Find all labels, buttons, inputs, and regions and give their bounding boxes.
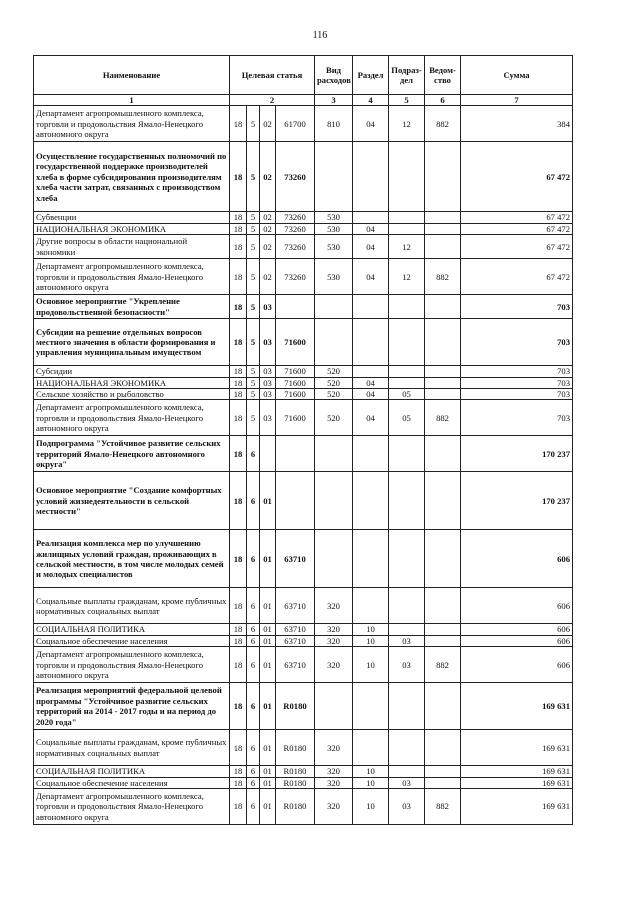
amount: 606	[461, 647, 573, 683]
target-code-1: 18	[230, 530, 247, 588]
vedomstvo-code: 882	[425, 106, 461, 142]
vedomstvo-code	[425, 319, 461, 366]
target-code-1: 18	[230, 777, 247, 788]
vid-code: 520	[315, 400, 353, 436]
razdel-code: 04	[353, 223, 389, 234]
vedomstvo-code: 882	[425, 400, 461, 436]
podrazdel-code	[389, 588, 425, 624]
vid-code	[315, 319, 353, 366]
target-code-1: 18	[230, 647, 247, 683]
target-code-3: 03	[260, 319, 276, 366]
target-code-1: 18	[230, 235, 247, 259]
amount: 169 631	[461, 730, 573, 766]
vedomstvo-code	[425, 389, 461, 400]
vid-code: 520	[315, 366, 353, 377]
vid-code: 320	[315, 766, 353, 777]
amount: 384	[461, 106, 573, 142]
column-number: 6	[425, 95, 461, 106]
target-code-4: 73260	[276, 259, 315, 295]
target-code-4: 63710	[276, 647, 315, 683]
target-code-2: 5	[247, 295, 260, 319]
target-code-3: 02	[260, 212, 276, 223]
amount: 67 472	[461, 142, 573, 212]
target-code-2: 6	[247, 777, 260, 788]
amount: 169 631	[461, 777, 573, 788]
amount: 606	[461, 588, 573, 624]
target-code-1: 18	[230, 106, 247, 142]
target-code-4: R0180	[276, 777, 315, 788]
target-code-2: 6	[247, 530, 260, 588]
amount: 703	[461, 295, 573, 319]
row-name: Реализация комплекса мер по улучшению жилищных условий граждан, проживающих в сельской местности, в том числе молодых семей и молодых специалистов	[34, 530, 230, 588]
table-row	[34, 319, 573, 366]
podrazdel-code: 03	[389, 789, 425, 825]
podrazdel-code	[389, 223, 425, 234]
razdel-code: 04	[353, 389, 389, 400]
header-summa: Сумма	[461, 56, 573, 95]
vedomstvo-code	[425, 777, 461, 788]
table-row	[34, 235, 573, 259]
column-number: 1	[34, 95, 230, 106]
podrazdel-code	[389, 624, 425, 635]
target-code-3: 01	[260, 683, 276, 730]
target-code-2: 5	[247, 235, 260, 259]
target-code-3: 03	[260, 366, 276, 377]
header-vedomstvo: Ведом-ство	[425, 56, 461, 95]
razdel-code	[353, 683, 389, 730]
vedomstvo-code	[425, 142, 461, 212]
target-code-2: 6	[247, 472, 260, 530]
vedomstvo-code	[425, 530, 461, 588]
table-row	[34, 436, 573, 472]
target-code-2: 5	[247, 366, 260, 377]
vedomstvo-code: 882	[425, 259, 461, 295]
amount: 606	[461, 530, 573, 588]
vid-code: 530	[315, 212, 353, 223]
target-code-1: 18	[230, 730, 247, 766]
vedomstvo-code: 882	[425, 647, 461, 683]
target-code-3: 01	[260, 588, 276, 624]
target-code-3: 01	[260, 647, 276, 683]
target-code-1: 18	[230, 319, 247, 366]
amount: 67 472	[461, 259, 573, 295]
amount: 67 472	[461, 223, 573, 234]
podrazdel-code	[389, 436, 425, 472]
target-code-4	[276, 472, 315, 530]
vid-code	[315, 436, 353, 472]
vid-code: 320	[315, 624, 353, 635]
target-code-4: 73260	[276, 142, 315, 212]
row-name: СОЦИАЛЬНАЯ ПОЛИТИКА	[34, 624, 230, 635]
table-row	[34, 400, 573, 436]
target-code-1: 18	[230, 635, 247, 646]
target-code-3: 03	[260, 377, 276, 388]
row-name: Департамент агропромышленного комплекса, торговли и продовольствия Ямало-Ненецкого автономного округа	[34, 259, 230, 295]
podrazdel-code	[389, 472, 425, 530]
razdel-code	[353, 319, 389, 366]
target-code-2: 6	[247, 647, 260, 683]
podrazdel-code	[389, 142, 425, 212]
vid-code: 520	[315, 377, 353, 388]
vedomstvo-code	[425, 212, 461, 223]
table-row	[34, 635, 573, 646]
vid-code	[315, 530, 353, 588]
vid-code: 320	[315, 789, 353, 825]
vid-code	[315, 683, 353, 730]
column-number: 5	[389, 95, 425, 106]
target-code-1: 18	[230, 366, 247, 377]
vid-code: 320	[315, 588, 353, 624]
target-code-4: 63710	[276, 635, 315, 646]
vid-code: 810	[315, 106, 353, 142]
target-code-3: 02	[260, 223, 276, 234]
target-code-4: 63710	[276, 588, 315, 624]
table-body	[34, 106, 573, 825]
target-code-4: 73260	[276, 235, 315, 259]
table-row	[34, 377, 573, 388]
table-row	[34, 472, 573, 530]
target-code-2: 5	[247, 377, 260, 388]
vid-code: 520	[315, 389, 353, 400]
target-code-4: R0180	[276, 683, 315, 730]
target-code-2: 6	[247, 588, 260, 624]
podrazdel-code: 03	[389, 647, 425, 683]
table-row	[34, 777, 573, 788]
table-row	[34, 730, 573, 766]
target-code-2: 6	[247, 766, 260, 777]
razdel-code: 04	[353, 377, 389, 388]
target-code-2: 5	[247, 142, 260, 212]
target-code-2: 6	[247, 436, 260, 472]
target-code-3: 01	[260, 624, 276, 635]
row-name: Социальные выплаты гражданам, кроме публичных нормативных социальных выплат	[34, 588, 230, 624]
target-code-3: 02	[260, 259, 276, 295]
vedomstvo-code	[425, 436, 461, 472]
vedomstvo-code	[425, 624, 461, 635]
target-code-4: 71600	[276, 389, 315, 400]
table-row	[34, 212, 573, 223]
target-code-4	[276, 436, 315, 472]
header-podrazdel: Подраз-дел	[389, 56, 425, 95]
header-name: Наименование	[34, 56, 230, 95]
row-name: Подпрограмма "Устойчивое развитие сельских территорий Ямало-Ненецкого автономного округа"	[34, 436, 230, 472]
row-name: Социальные выплаты гражданам, кроме публичных нормативных социальных выплат	[34, 730, 230, 766]
row-name: Другие вопросы в области национальной экономики	[34, 235, 230, 259]
column-number: 4	[353, 95, 389, 106]
row-name: Департамент агропромышленного комплекса, торговли и продовольствия Ямало-Ненецкого автономного округа	[34, 647, 230, 683]
column-number: 3	[315, 95, 353, 106]
vedomstvo-code	[425, 683, 461, 730]
target-code-2: 6	[247, 683, 260, 730]
amount: 703	[461, 377, 573, 388]
vid-code: 320	[315, 777, 353, 788]
table-row	[34, 588, 573, 624]
target-code-1: 18	[230, 259, 247, 295]
target-code-3	[260, 436, 276, 472]
target-code-3: 01	[260, 766, 276, 777]
table-row	[34, 766, 573, 777]
razdel-code: 10	[353, 635, 389, 646]
target-code-4: 63710	[276, 530, 315, 588]
podrazdel-code: 12	[389, 106, 425, 142]
target-code-3: 02	[260, 235, 276, 259]
row-name: Сельское хозяйство и рыболовство	[34, 389, 230, 400]
budget-table	[33, 55, 573, 825]
table-row	[34, 142, 573, 212]
header-vid: Вид расходов	[315, 56, 353, 95]
target-code-4: 73260	[276, 223, 315, 234]
table-row	[34, 789, 573, 825]
target-code-2: 5	[247, 400, 260, 436]
podrazdel-code	[389, 366, 425, 377]
target-code-4: R0180	[276, 730, 315, 766]
target-code-3: 02	[260, 142, 276, 212]
target-code-3: 03	[260, 295, 276, 319]
razdel-code: 04	[353, 235, 389, 259]
target-code-1: 18	[230, 212, 247, 223]
podrazdel-code	[389, 319, 425, 366]
vid-code: 530	[315, 259, 353, 295]
target-code-2: 5	[247, 106, 260, 142]
vedomstvo-code	[425, 235, 461, 259]
target-code-2: 6	[247, 635, 260, 646]
table-row	[34, 389, 573, 400]
vedomstvo-code	[425, 366, 461, 377]
target-code-2: 6	[247, 624, 260, 635]
row-name: Департамент агропромышленного комплекса, торговли и продовольствия Ямало-Ненецкого автономного округа	[34, 400, 230, 436]
row-name: Субсидии	[34, 366, 230, 377]
vedomstvo-code	[425, 730, 461, 766]
target-code-1: 18	[230, 142, 247, 212]
target-code-1: 18	[230, 624, 247, 635]
target-code-4: 71600	[276, 366, 315, 377]
target-code-3: 03	[260, 389, 276, 400]
table-row	[34, 530, 573, 588]
target-code-1: 18	[230, 683, 247, 730]
amount: 703	[461, 366, 573, 377]
podrazdel-code: 03	[389, 777, 425, 788]
vid-code: 320	[315, 647, 353, 683]
razdel-code	[353, 588, 389, 624]
target-code-1: 18	[230, 436, 247, 472]
row-name: Департамент агропромышленного комплекса, торговли и продовольствия Ямало-Ненецкого автономного округа	[34, 789, 230, 825]
target-code-2: 5	[247, 389, 260, 400]
column-number: 2	[230, 95, 315, 106]
podrazdel-code: 12	[389, 235, 425, 259]
target-code-1: 18	[230, 472, 247, 530]
vedomstvo-code: 882	[425, 789, 461, 825]
target-code-1: 18	[230, 295, 247, 319]
razdel-code	[353, 730, 389, 766]
page-number: 116	[312, 30, 328, 41]
target-code-1: 18	[230, 789, 247, 825]
target-code-4: 71600	[276, 400, 315, 436]
razdel-code	[353, 295, 389, 319]
podrazdel-code	[389, 730, 425, 766]
target-code-3: 03	[260, 400, 276, 436]
amount: 703	[461, 400, 573, 436]
amount: 703	[461, 389, 573, 400]
target-code-1: 18	[230, 400, 247, 436]
target-code-3: 01	[260, 530, 276, 588]
razdel-code: 10	[353, 647, 389, 683]
target-code-3: 01	[260, 730, 276, 766]
amount: 606	[461, 635, 573, 646]
target-code-1: 18	[230, 389, 247, 400]
razdel-code: 10	[353, 777, 389, 788]
amount: 169 631	[461, 683, 573, 730]
target-code-4: R0180	[276, 789, 315, 825]
target-code-2: 6	[247, 730, 260, 766]
header-razdel: Раздел	[353, 56, 389, 95]
target-code-2: 5	[247, 259, 260, 295]
row-name: Департамент агропромышленного комплекса, торговли и продовольствия Ямало-Ненецкого автономного округа	[34, 106, 230, 142]
target-code-2: 5	[247, 319, 260, 366]
target-code-4: 71600	[276, 377, 315, 388]
vid-code: 530	[315, 235, 353, 259]
razdel-code: 04	[353, 400, 389, 436]
table-row	[34, 223, 573, 234]
target-code-4: R0180	[276, 766, 315, 777]
target-code-3: 01	[260, 777, 276, 788]
podrazdel-code	[389, 766, 425, 777]
row-name: НАЦИОНАЛЬНАЯ ЭКОНОМИКА	[34, 377, 230, 388]
target-code-1: 18	[230, 377, 247, 388]
row-name: НАЦИОНАЛЬНАЯ ЭКОНОМИКА	[34, 223, 230, 234]
amount: 67 472	[461, 212, 573, 223]
vedomstvo-code	[425, 766, 461, 777]
target-code-4: 73260	[276, 212, 315, 223]
amount: 170 237	[461, 472, 573, 530]
target-code-4: 61700	[276, 106, 315, 142]
razdel-code	[353, 472, 389, 530]
vid-code	[315, 472, 353, 530]
razdel-code	[353, 142, 389, 212]
podrazdel-code	[389, 683, 425, 730]
header-target: Целевая статья	[230, 56, 315, 95]
target-code-4	[276, 295, 315, 319]
table-row	[34, 366, 573, 377]
target-code-4: 63710	[276, 624, 315, 635]
razdel-code	[353, 212, 389, 223]
vedomstvo-code	[425, 635, 461, 646]
razdel-code	[353, 366, 389, 377]
target-code-2: 5	[247, 212, 260, 223]
target-code-3: 01	[260, 472, 276, 530]
razdel-code: 10	[353, 624, 389, 635]
row-name: Осуществление государственных полномочий по государственной поддержке производителей хлеба в форме субсидирования производителям хлеба части затрат, связанных с производством хлеба	[34, 142, 230, 212]
razdel-code: 04	[353, 259, 389, 295]
target-code-1: 18	[230, 223, 247, 234]
row-name: Социальное обеспечение населения	[34, 777, 230, 788]
podrazdel-code: 05	[389, 389, 425, 400]
amount: 170 237	[461, 436, 573, 472]
row-name: Социальное обеспечение населения	[34, 635, 230, 646]
target-code-2: 6	[247, 789, 260, 825]
podrazdel-code	[389, 377, 425, 388]
table-row	[34, 106, 573, 142]
podrazdel-code	[389, 530, 425, 588]
vid-code	[315, 142, 353, 212]
podrazdel-code: 12	[389, 259, 425, 295]
vedomstvo-code	[425, 223, 461, 234]
amount: 169 631	[461, 766, 573, 777]
column-number-row	[34, 95, 573, 106]
vedomstvo-code	[425, 588, 461, 624]
table-row	[34, 624, 573, 635]
vid-code: 320	[315, 635, 353, 646]
vedomstvo-code	[425, 472, 461, 530]
target-code-3: 02	[260, 106, 276, 142]
podrazdel-code	[389, 212, 425, 223]
row-name: Основное мероприятие "Укрепление продовольственной безопасности"	[34, 295, 230, 319]
vid-code	[315, 295, 353, 319]
row-name: Субсидии на решение отдельных вопросов местного значения в области формирования и управления муниципальным имуществом	[34, 319, 230, 366]
vedomstvo-code	[425, 377, 461, 388]
vid-code: 530	[315, 223, 353, 234]
razdel-code: 10	[353, 766, 389, 777]
vid-code: 320	[315, 730, 353, 766]
target-code-4: 71600	[276, 319, 315, 366]
razdel-code	[353, 436, 389, 472]
podrazdel-code: 05	[389, 400, 425, 436]
table-row	[34, 259, 573, 295]
row-name: СОЦИАЛЬНАЯ ПОЛИТИКА	[34, 766, 230, 777]
amount: 169 631	[461, 789, 573, 825]
podrazdel-code	[389, 295, 425, 319]
header-row	[34, 56, 573, 95]
table-row	[34, 647, 573, 683]
razdel-code	[353, 530, 389, 588]
vedomstvo-code	[425, 295, 461, 319]
razdel-code: 04	[353, 106, 389, 142]
target-code-3: 01	[260, 635, 276, 646]
amount: 703	[461, 319, 573, 366]
target-code-2: 5	[247, 223, 260, 234]
table-row	[34, 683, 573, 730]
row-name: Реализация мероприятий федеральной целевой программы "Устойчивое развитие сельских территорий на 2014 - 2017 годы и на период до 2020 года"	[34, 683, 230, 730]
amount: 67 472	[461, 235, 573, 259]
podrazdel-code: 03	[389, 635, 425, 646]
column-number: 7	[461, 95, 573, 106]
target-code-3: 01	[260, 789, 276, 825]
row-name: Субвенции	[34, 212, 230, 223]
table-row	[34, 295, 573, 319]
row-name: Основное мероприятие "Создание комфортных условий жизнедеятельности в сельской местности"	[34, 472, 230, 530]
target-code-1: 18	[230, 766, 247, 777]
razdel-code: 10	[353, 789, 389, 825]
target-code-1: 18	[230, 588, 247, 624]
amount: 606	[461, 624, 573, 635]
